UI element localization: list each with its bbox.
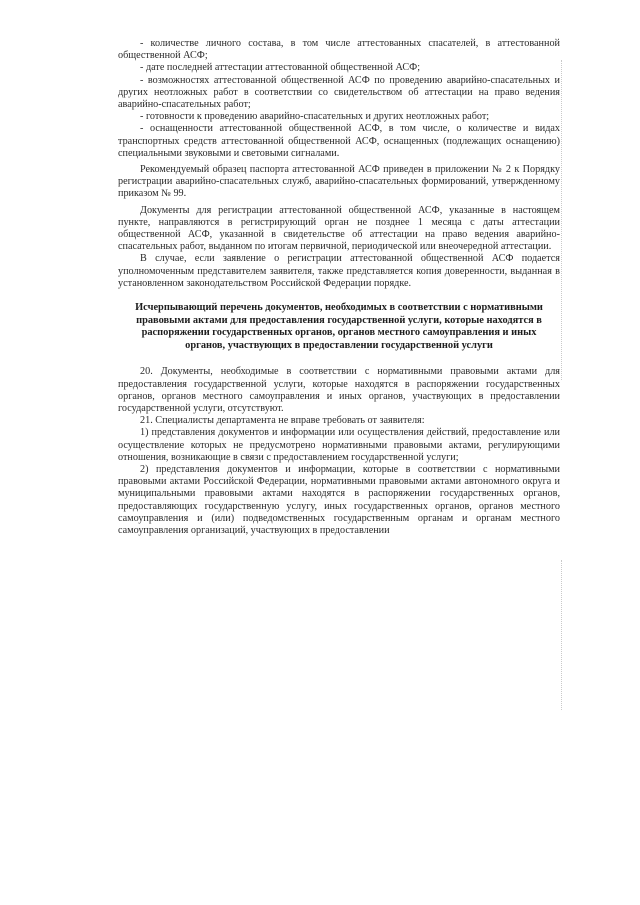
list-item-equipment: - оснащенности аттестованной общественной АСФ, в том числе, о количестве и видах транспортных средств аттестованной общественной АСФ, оснащенных (подлежащих оснащению) специальными звуковыми и световыми сигналами. xyxy=(118,123,560,159)
list-item-21-2: 2) представления документов и информации, которые в соответствии с нормативными правовыми актами Российской Федерации, нормативными правовыми актами автономного округа и муниципальными правовыми актами находятся в распоряжении государственных органов, предоставляющих государственную услугу, иных государственных органов, органов местного самоуправления и (или) подведомственных государственным органам и органам местного самоуправления организаций, участвующих в предоставлении xyxy=(118,464,560,537)
scan-edge-mark xyxy=(560,560,562,710)
list-item-21-1: 1) представления документов и информации или осуществления действий, предоставление или осуществление которых не предусмотрено нормативными правовыми актами, регулирующими отношения, возникающие в связи с предоставлением государственной услуги; xyxy=(118,427,560,463)
list-item-last-attestation: - дате последней аттестации аттестованной общественной АСФ; xyxy=(140,62,421,74)
scan-edge-mark xyxy=(560,60,562,380)
paragraph-registration-documents: Документы для регистрации аттестованной общественной АСФ, указанные в настоящем пункте, направляются в регистрирующий орган не позднее 1 месяца с даты аттестации общественной АСФ, указанной в свидетельстве об аттестации на право ведения аварийно-спасательных работ, выданном по итогам первичной, периодической или внеочередной аттестации. xyxy=(118,204,560,253)
list-item-personnel: - количестве личного состава, в том числе аттестованных спасателей, в аттестованной общественной АСФ; xyxy=(118,38,560,62)
paragraph-item-20: 20. Документы, необходимые в соответствии с нормативными правовыми актами для предоставления государственной услуги, которые находятся в распоряжении государственных органов, органов местного самоуправления и иных органов, участвующих в предоставлении государственной услуги, отсутствуют. xyxy=(118,366,560,415)
paragraph-passport-sample: Рекомендуемый образец паспорта аттестованной АСФ приведен в приложении № 2 к Порядку регистрации аварийно-спасательных служб, аварийно-спасательных формирований, утвержденному приказом № 99. xyxy=(118,164,560,200)
section-heading: Исчерпывающий перечень документов, необходимых в соответствии с нормативными правовыми актами для предоставления государственной услуги, которые находятся в распоряжении государственных органов, органов местного самоуправления и иных органов, участвующих в предоставлении государственной услуги xyxy=(135,302,543,351)
list-item-readiness: - готовности к проведению аварийно-спасательных и других неотложных работ; xyxy=(140,111,490,123)
paragraph-item-21: 21. Специалисты департамента не вправе требовать от заявителя: xyxy=(140,415,425,427)
document-page xyxy=(118,38,560,537)
paragraph-power-of-attorney: В случае, если заявление о регистрации аттестованной общественной АСФ подается уполномоченным представителем заявителя, также представляется копия доверенности, выданная в установленном законодательством Российской Федерации порядке. xyxy=(118,253,560,289)
list-item-capabilities: - возможностях аттестованной общественной АСФ по проведению аварийно-спасательных и других неотложных работ в соответствии со свидетельством об аттестации на право ведения аварийно-спасательных работ; xyxy=(118,74,560,111)
